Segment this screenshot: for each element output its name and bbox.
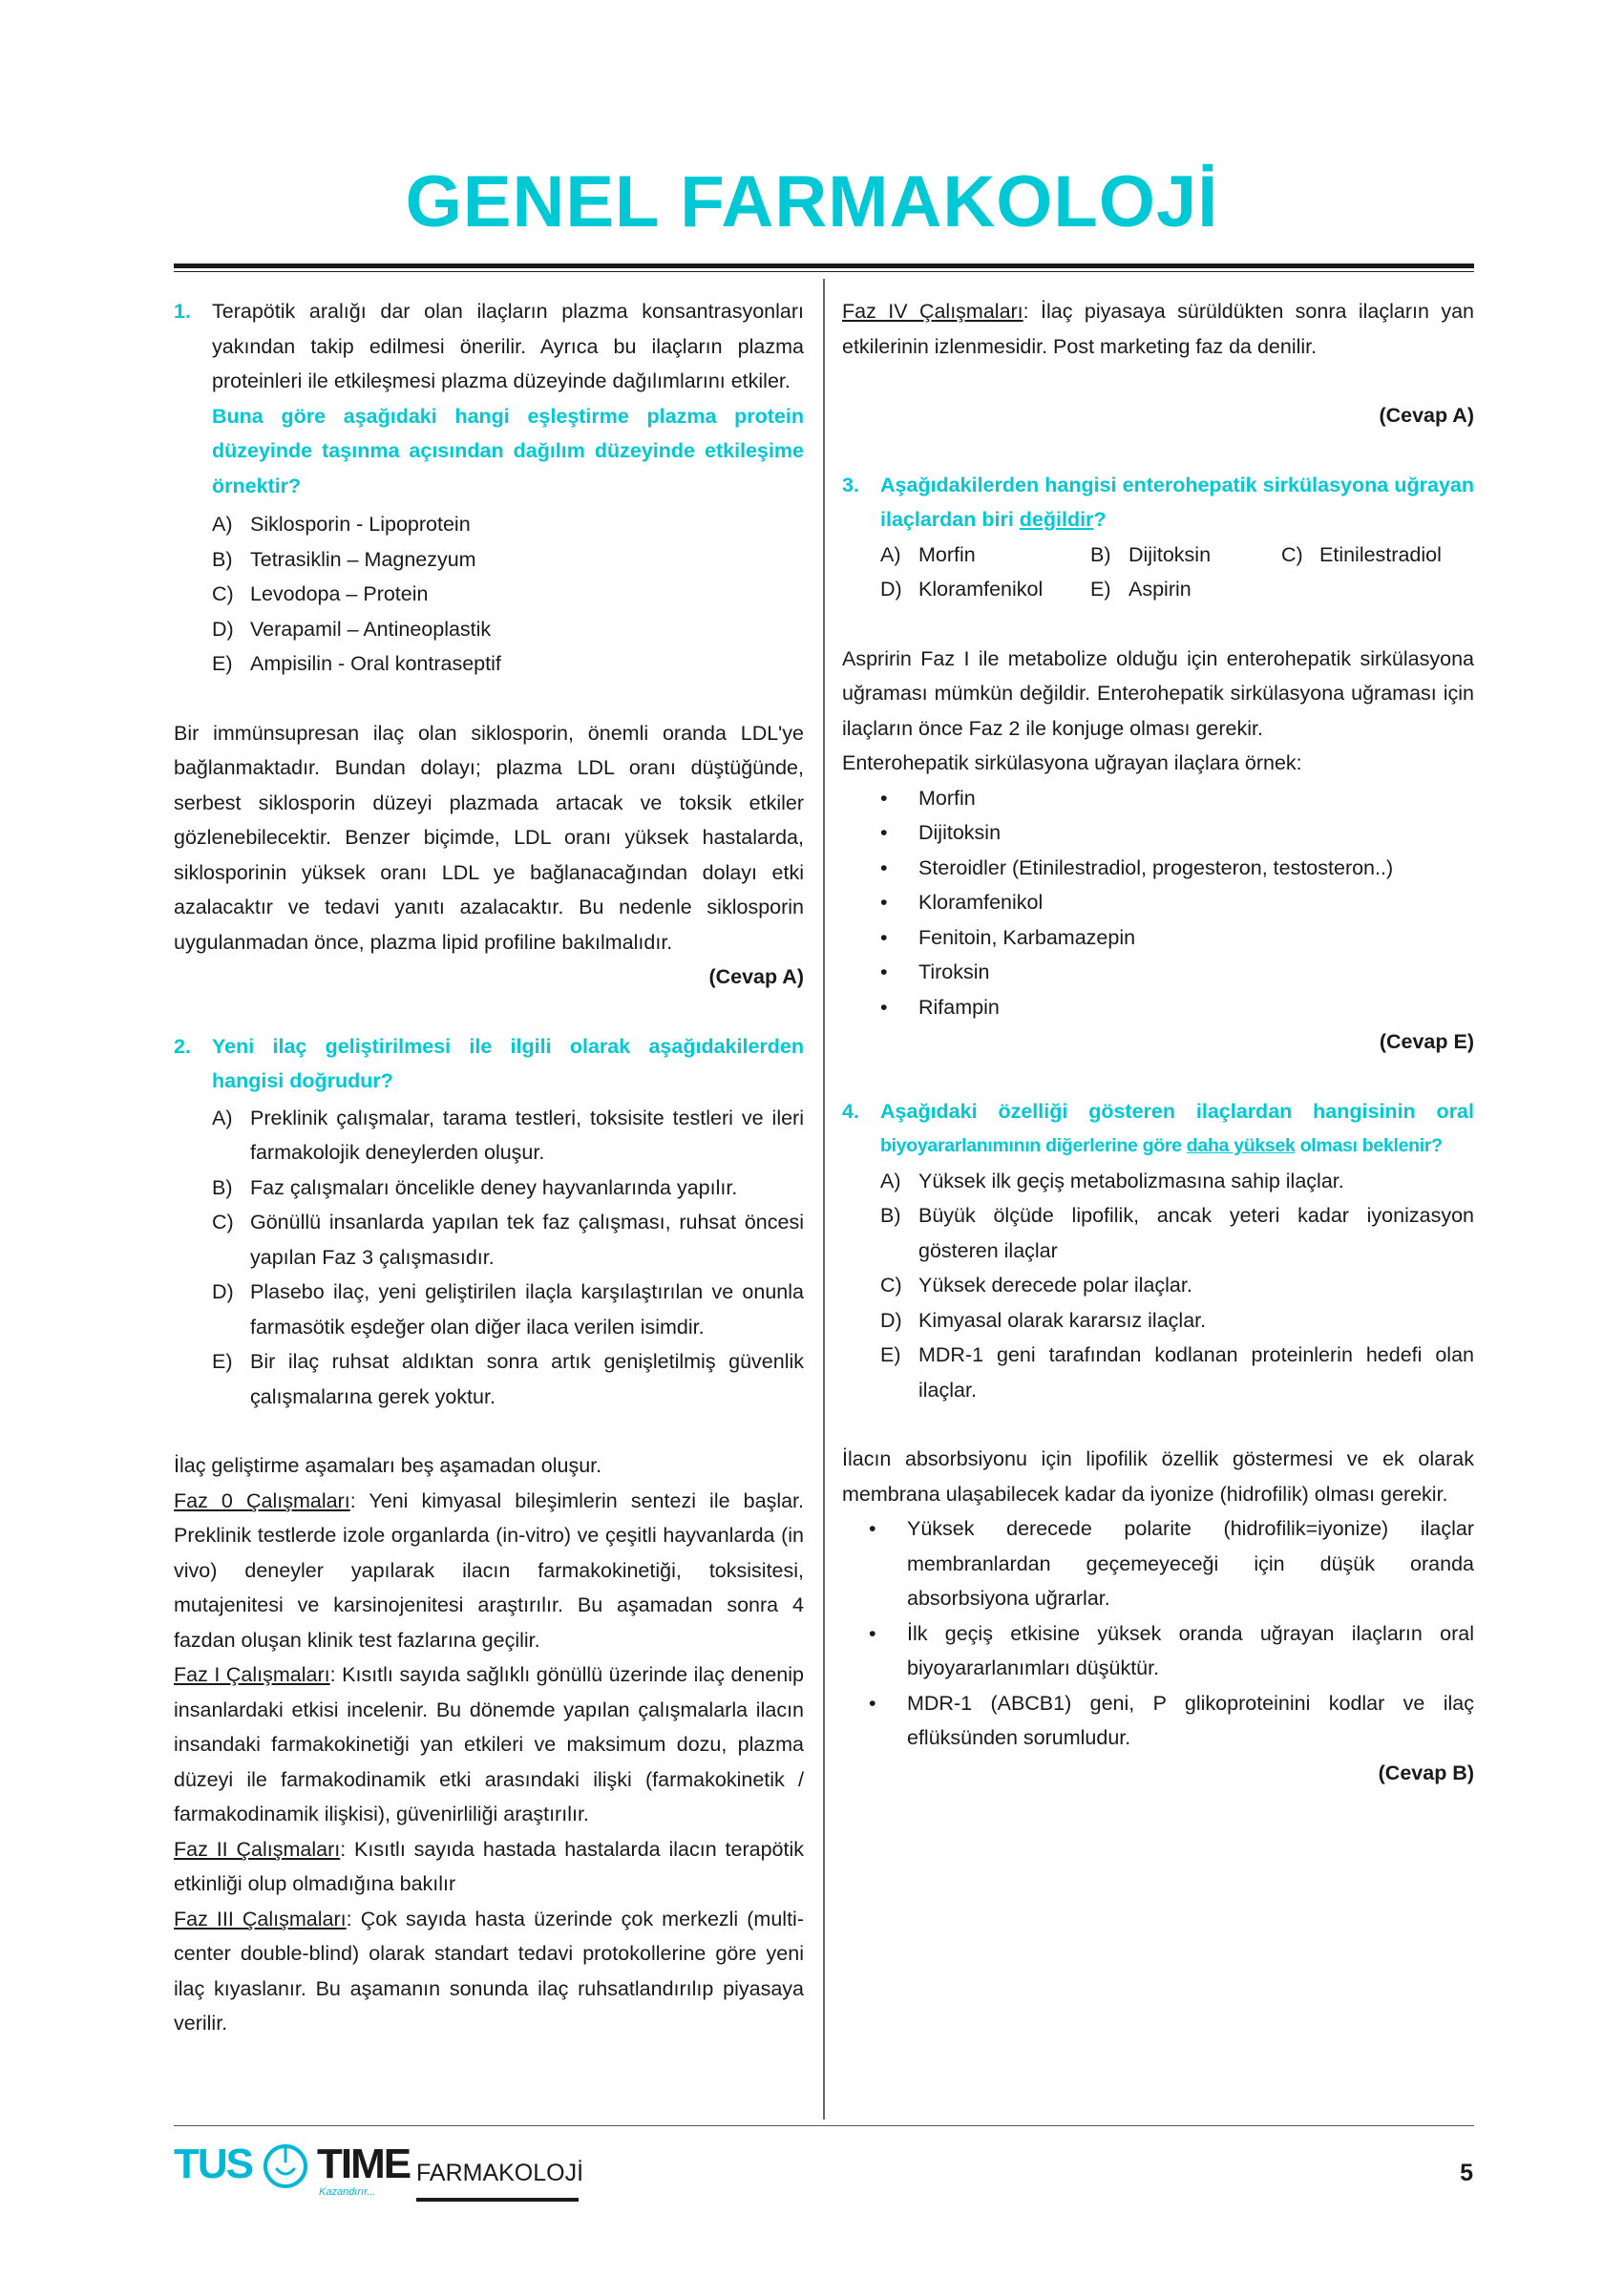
explanation-intro: İlaç geliştirme aşamaları beş aşamadan oluşur. [174, 1454, 602, 1477]
faz-3-paragraph: Faz III Çalışmaları: Çok sayıda hasta üzerinde çok merkezli (multi-center double-blind) olarak standart tedavi protokollerine göre yeni ilaç kıyaslanır. Bu aşamanın sonunda ilaç ruhsatlandırılıp piyasaya verilir. [174, 1907, 804, 2035]
list-item: • Yüksek derecede polarite (hidrofilik=iyonize) ilaçlar membranlardan geçemeyeceği için düşük oranda absorbsiyona uğrarlar. [869, 1517, 1474, 1610]
list-item: • Kloramfenikol [880, 891, 1044, 914]
answer-label: (Cevap A) [708, 965, 804, 988]
logo-tagline: Kazandırır... [319, 2186, 376, 2198]
list-item: • Tiroksin [880, 960, 990, 983]
option-b[interactable]: B) Dijitoksin [1090, 542, 1212, 566]
faz-1-paragraph: Faz I Çalışmaları: Kısıtlı sayıda sağlıklı gönüllü üzerinde ilaç denenip insanlardaki etkisi incelenir. Bu dönemde yapılan çalışmalarla ilacın insandaki farmakokinetiği yan etkileri ve maksimum dozu, plazma düzeyi ile farmakodinamik etki arasındaki ilişki (farmakokinetik / farmakodinamik ilişkisi), güvenirliliği araştırılır. [174, 1663, 804, 1825]
right-column [842, 294, 1474, 1790]
question-prompt: Yeni ilaç geliştirilmesi ile ilgili olarak aşağıdakilerden hangisi doğrudur? [212, 1034, 804, 1092]
question-prompt: Aşağıdakilerden hangisi enterohepatik sirkülasyona uğrayan ilaçlardan biri değildir? [880, 473, 1474, 531]
question-prompt-line-1: Aşağıdaki özelliği gösteren ilaçlardan hangisinin oral [880, 1099, 1474, 1123]
answer-label: (Cevap E) [1379, 1030, 1474, 1053]
page-title: GENEL FARMAKOLOJİ [405, 161, 1219, 243]
title-divider [174, 264, 1474, 268]
question-1 [174, 294, 804, 507]
list-item: • Morfin [880, 786, 976, 810]
options-list [880, 538, 1474, 607]
option-d[interactable]: D) Verapamil – Antineoplastik [212, 617, 492, 641]
option-c[interactable]: C) Yüksek derecede polar ilaçlar. [880, 1274, 1192, 1297]
options-list [842, 1164, 1474, 1408]
list-item: • MDR-1 (ABCB1) geni, P glikoproteinini kodlar ve ilaç eflüksünden sorumludur. [869, 1691, 1474, 1749]
logo-time-text: TIME [317, 2141, 411, 2187]
question-number: 3. [842, 473, 859, 496]
bullet-list [842, 1511, 1474, 1756]
question-number: 1. [174, 300, 191, 323]
option-c[interactable]: C) Etinilestradiol [1281, 542, 1442, 566]
list-item: • Rifampin [880, 995, 1000, 1019]
list-intro: Enterohepatik sirkülasyona uğrayan ilaçlara örnek: [842, 751, 1302, 774]
bullet-list [842, 781, 1474, 1025]
option-e[interactable]: E) Aspirin [1090, 578, 1192, 601]
footer-divider [174, 2125, 1474, 2126]
options-list [174, 507, 804, 682]
faz-2-paragraph: Faz II Çalışmaları: Kısıtlı sayıda hastada hastalarda ilacın terapötik etkinliği olup olmadığına bakılır [174, 1837, 804, 1895]
question-2 [174, 1029, 804, 1101]
list-item: • Fenitoin, Karbamazepin [880, 925, 1136, 949]
explanation: İlacın absorbsiyonu için lipofilik özellik göstermesi ve ek olarak membrana ulaşabilecek kadar da iyonize (hidrofilik) olması gerekir. [842, 1447, 1474, 1506]
list-item: • İlk geçiş etkisine yüksek oranda uğrayan ilaçların oral biyoyararlanımları düşüktür. [869, 1621, 1474, 1679]
option-c[interactable]: C) Gönüllü insanlarda yapılan tek faz çalışması, ruhsat öncesi yapılan Faz 3 çalışmasıdır. [212, 1211, 804, 1269]
logo-tus-text: TUS [174, 2141, 252, 2187]
option-d[interactable]: D) Kloramfenikol [880, 578, 1044, 601]
option-a[interactable]: A) Morfin [880, 542, 976, 566]
option-b[interactable]: B) Büyük ölçüde lipofilik, ancak yeteri kadar iyonizasyon gösteren ilaçlar [880, 1204, 1474, 1262]
section-label: FARMAKOLOJİ [416, 2160, 584, 2186]
option-b[interactable]: B) Tetrasiklin – Magnezyum [212, 547, 476, 571]
option-a[interactable]: A) Yüksek ilk geçiş metabolizmasına sahip ilaçlar. [880, 1169, 1344, 1192]
title-divider-thin [174, 271, 1474, 272]
clock-icon [262, 2142, 309, 2190]
option-e[interactable]: E) Bir ilaç ruhsat aldıktan sonra artık genişletilmiş güvenlik çalışmalarına gerek yoktur. [212, 1350, 804, 1408]
section-label-underline [416, 2198, 579, 2202]
faz-4-paragraph: Faz IV Çalışmaları: İlaç piyasaya sürüldükten sonra ilaçların yan etkilerinin izlenmesidir. Post marketing faz da denilir. [842, 300, 1475, 358]
option-c[interactable]: C) Levodopa – Protein [212, 582, 429, 605]
question-number: 2. [174, 1034, 191, 1058]
option-b[interactable]: B) Faz çalışmaları öncelikle deney hayvanlarında yapılır. [212, 1175, 738, 1199]
list-item: • Steroidler (Etinilestradiol, progesteron, testosteron..) [880, 855, 1394, 879]
faz-0-paragraph: Faz 0 Çalışmaları: Yeni kimyasal bileşimlerin sentezi ile başlar. Preklinik testlerde izole organlarda (in-vitro) ve çeşitli hayvanlarda (in vivo) deneyler yapılarak ilacın farmakokinetiği, toksisitesi, mutajenitesi ve karsinojenitesi araştırılır. Bu aşamadan sonra 4 fazdan oluşan klinik test fazlarına geçilir. [174, 1488, 805, 1652]
answer-label: (Cevap B) [1378, 1761, 1474, 1784]
explanation: Aspririn Faz I ile metabolize olduğu için enterohepatik sirkülasyona uğraması mümkün değildir. Enterohepatik sirkülasyona uğraması için ilaçların önce Faz 2 ile konjuge olması gerekir. [842, 646, 1474, 740]
question-4 [842, 1094, 1474, 1164]
question-prompt-line-2: biyoyararlanımının diğerlerine göre daha yüksek olması beklenir? [880, 1135, 1443, 1156]
explanation: Bir immünsupresan ilaç olan siklosporin, önemli oranda LDL'ye bağlanmaktadır. Bundan dolayı; plazma LDL oranı düştüğünde, serbest siklosporin düzeyi plazmada artacak ve toksik etkiler gözlenebilecektir. Benzer biçimde, LDL oranı yüksek hastalarda, siklosporinin yüksek oranı LDL ye bağlanacağından dolayı etki azalacaktır ve tedavi yanıtı azalacaktır. Bu nedenle siklosporin uygulanmadan önce, plazma lipid profiline bakılmalıdır. [174, 721, 804, 954]
tustime-logo [174, 2141, 411, 2198]
question-stem: Terapötik aralığı dar olan ilaçların plazma konsantrasyonları yakından takip edilmesi önerilir. Ayrıca bu ilaçların plazma proteinleri ile etkileşmesi plazma düzeyinde dağılımlarını etkiler. [212, 300, 804, 392]
option-d[interactable]: D) Plasebo ilaç, yeni geliştirilen ilaçla karşılaştırılan ve onunla farmasötik eşdeğer olan diğer ilaca verilen isimdir. [212, 1280, 804, 1339]
question-prompt: Buna göre aşağıdaki hangi eşleştirme plazma protein düzeyinde taşınma açısından dağılım düzeyinde etkileşime örnektir? [212, 404, 804, 497]
list-item: • Dijitoksin [880, 821, 1002, 844]
option-e[interactable]: E) MDR-1 geni tarafından kodlanan proteinlerin hedefi olan ilaçlar. [880, 1343, 1474, 1402]
option-a[interactable]: A) Siklosporin - Lipoprotein [212, 513, 471, 536]
column-divider [823, 279, 825, 2120]
option-e[interactable]: E) Ampisilin - Oral kontraseptif [212, 652, 501, 675]
left-column [174, 294, 804, 2041]
page-number: 5 [1460, 2160, 1473, 2186]
answer-label: (Cevap A) [1379, 404, 1474, 427]
option-d[interactable]: D) Kimyasal olarak kararsız ilaçlar. [880, 1308, 1207, 1332]
question-number: 4. [842, 1099, 859, 1123]
question-3 [842, 468, 1474, 538]
options-list [174, 1101, 804, 1415]
option-a[interactable]: A) Preklinik çalışmalar, tarama testleri, toksisite testleri ve ileri farmakolojik deneylerden oluşur. [212, 1106, 804, 1164]
